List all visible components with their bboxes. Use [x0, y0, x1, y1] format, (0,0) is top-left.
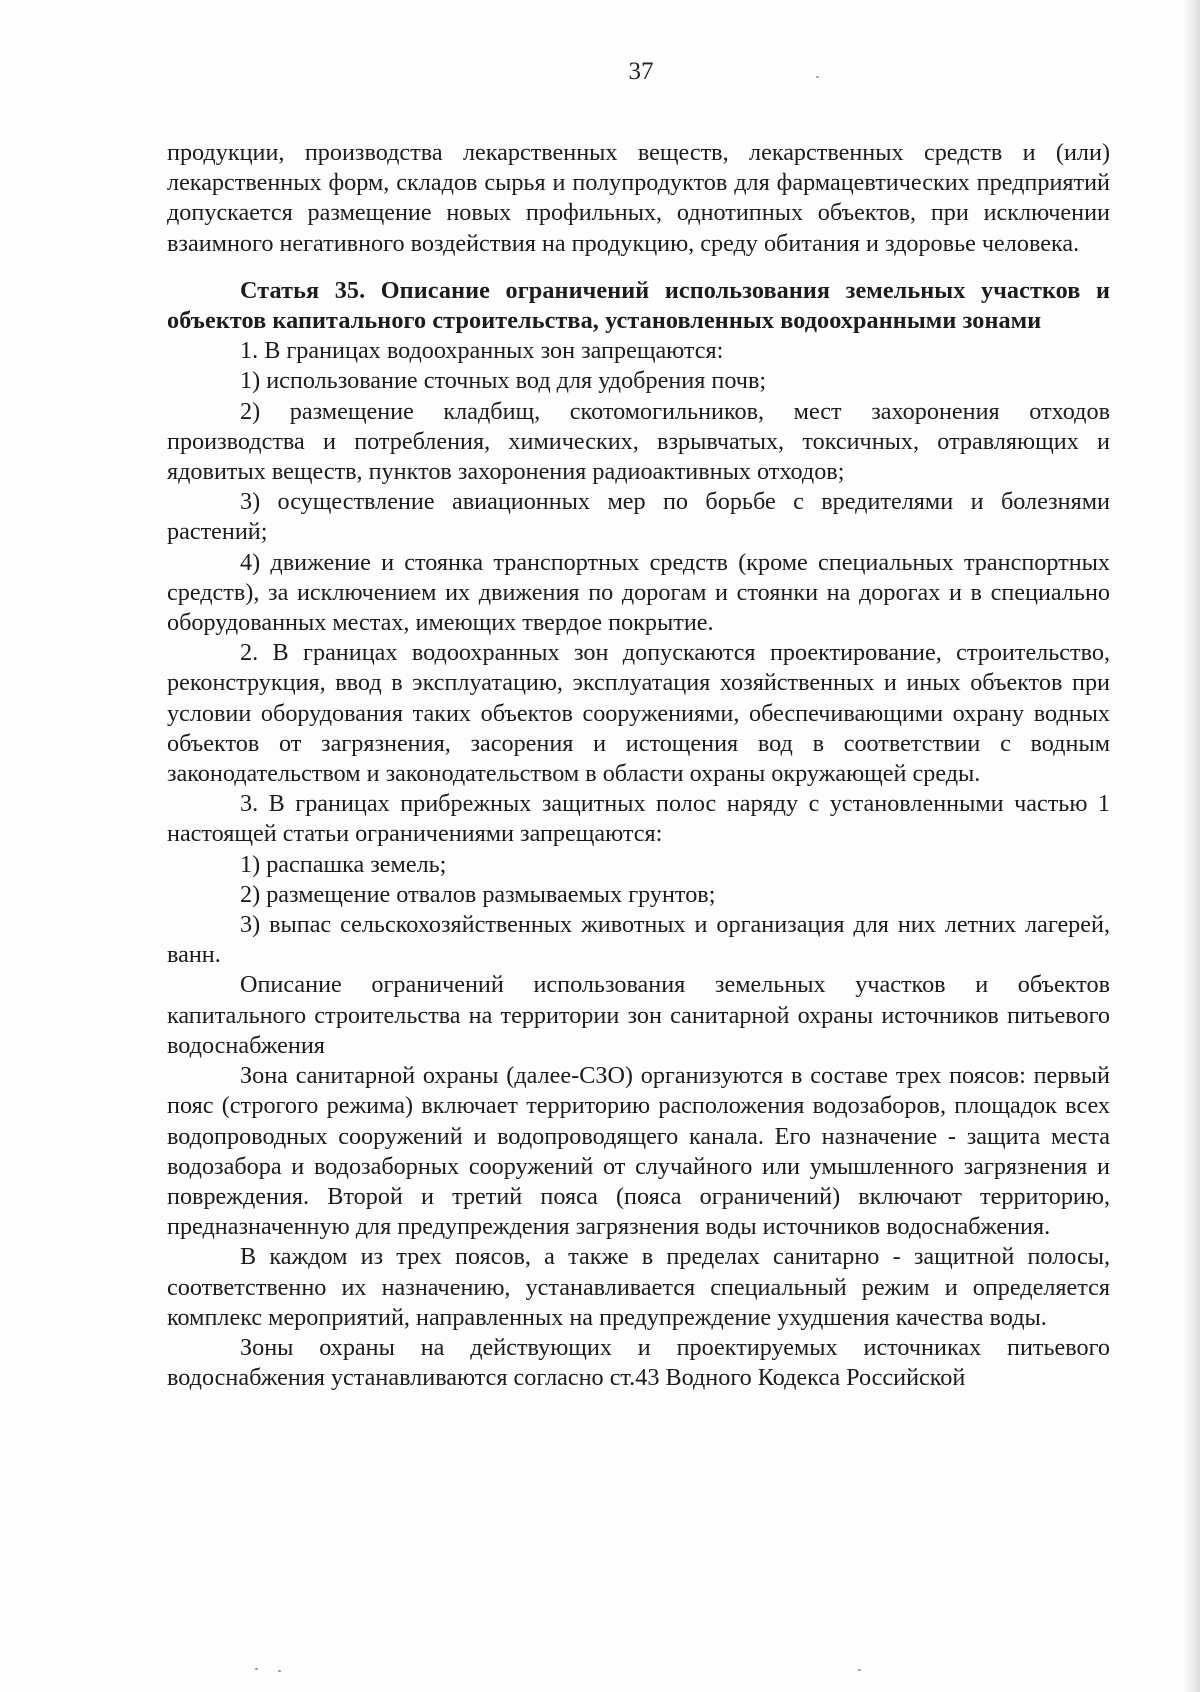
scan-speck — [816, 76, 819, 78]
paragraph-szo-belts: Зона санитарной охраны (далее-СЗО) организуются в составе трех поясов: первый пояс (строгого режима) включает территорию расположения водозаборов, площадок всех водопроводных сооружений и водопроводящего канала. Его назначение - защита места водозабора и водозаборных сооружений от случайного или умышленного загрязнения и повреждения. Второй и третий пояса (пояса ограничений) включают территорию, предназначенную для предупреждения загрязнения воды источников водоснабжения. — [167, 1062, 1110, 1241]
scan-speck — [278, 1670, 281, 1672]
paragraph-item-3: 3. В границах прибрежных защитных полос наряду с установленными частью 1 настоящей статьи ограничениями запрещаются: — [167, 790, 1110, 848]
paragraph-szo-law: Зоны охраны на действующих и проектируемых источниках питьевого водоснабжения устанавливаются согласно ст.43 Водного Кодекса Российской — [167, 1333, 1110, 1392]
scan-speck — [858, 1669, 861, 1671]
scan-edge-shadow — [1182, 0, 1200, 1692]
paragraph-szo-regime: В каждом из трех поясов, а также в пределах санитарно - защитной полосы, соответственно их назначению, устанавливается специальный режим и определяется комплекс мероприятий, направленных на предупреждение ухудшения качества воды. — [167, 1243, 1110, 1331]
list-item-1-3: 3) осуществление авиационных мер по борьбе с вредителями и болезнями растений; — [167, 488, 1110, 546]
section-subtitle-szo: Описание ограничений использования земельных участков и объектов капитального строительства на территории зон санитарной охраны источников питьевого водоснабжения — [167, 971, 1110, 1059]
scan-speck — [255, 1668, 258, 1670]
list-item-3-3: 3) выпас сельскохозяйственных животных и организация для них летних лагерей, ванн. — [167, 911, 1110, 969]
article-heading: Статья 35. Описание ограничений использования земельных участков и объектов капитального строительства, установленных водоохранными зонами — [167, 276, 1110, 335]
list-item-1-2: 2) размещение кладбищ, скотомогильников, мест захоронения отходов производства и потребления, химических, взрывчатых, токсичных, отравляющих и ядовитых веществ, пунктов захоронения радиоактивных отходов; — [167, 397, 1110, 486]
paragraph-item-1: 1. В границах водоохранных зон запрещаются: — [240, 337, 724, 365]
list-item-3-2: 2) размещение отвалов размываемых грунтов; — [240, 880, 716, 908]
list-item-3-1: 1) распашка земель; — [240, 850, 447, 878]
paragraph-continuation: продукции, производства лекарственных веществ, лекарственных средств и (или) лекарственных форм, складов сырья и полупродуктов для фармацевтических предприятий допускается размещение новых профильных, однотипных объектов, при исключении взаимного негативного воздействия на продукцию, среду обитания и здоровье человека. — [167, 139, 1110, 257]
document-body — [167, 138, 1110, 1393]
list-item-1-4: 4) движение и стоянка транспортных средств (кроме специальных транспортных средств), за исключением их движения по дорогам и стоянки на дорогах и в специально оборудованных местах, имеющих твердое покрытие. — [167, 548, 1110, 637]
page-number: 37 — [628, 58, 654, 85]
paragraph-item-2: 2. В границах водоохранных зон допускаются проектирование, строительство, реконструкция, ввод в эксплуатацию, эксплуатация хозяйственных и иных объектов при условии оборудования таких объектов сооружениями, обеспечивающими охрану водных объектов от загрязнения, засорения и истощения вод в соответствии с водным законодательством и законодательством в области охраны окружающей среды. — [167, 639, 1110, 788]
list-item-1-1: 1) использование сточных вод для удобрения почв; — [240, 367, 767, 395]
